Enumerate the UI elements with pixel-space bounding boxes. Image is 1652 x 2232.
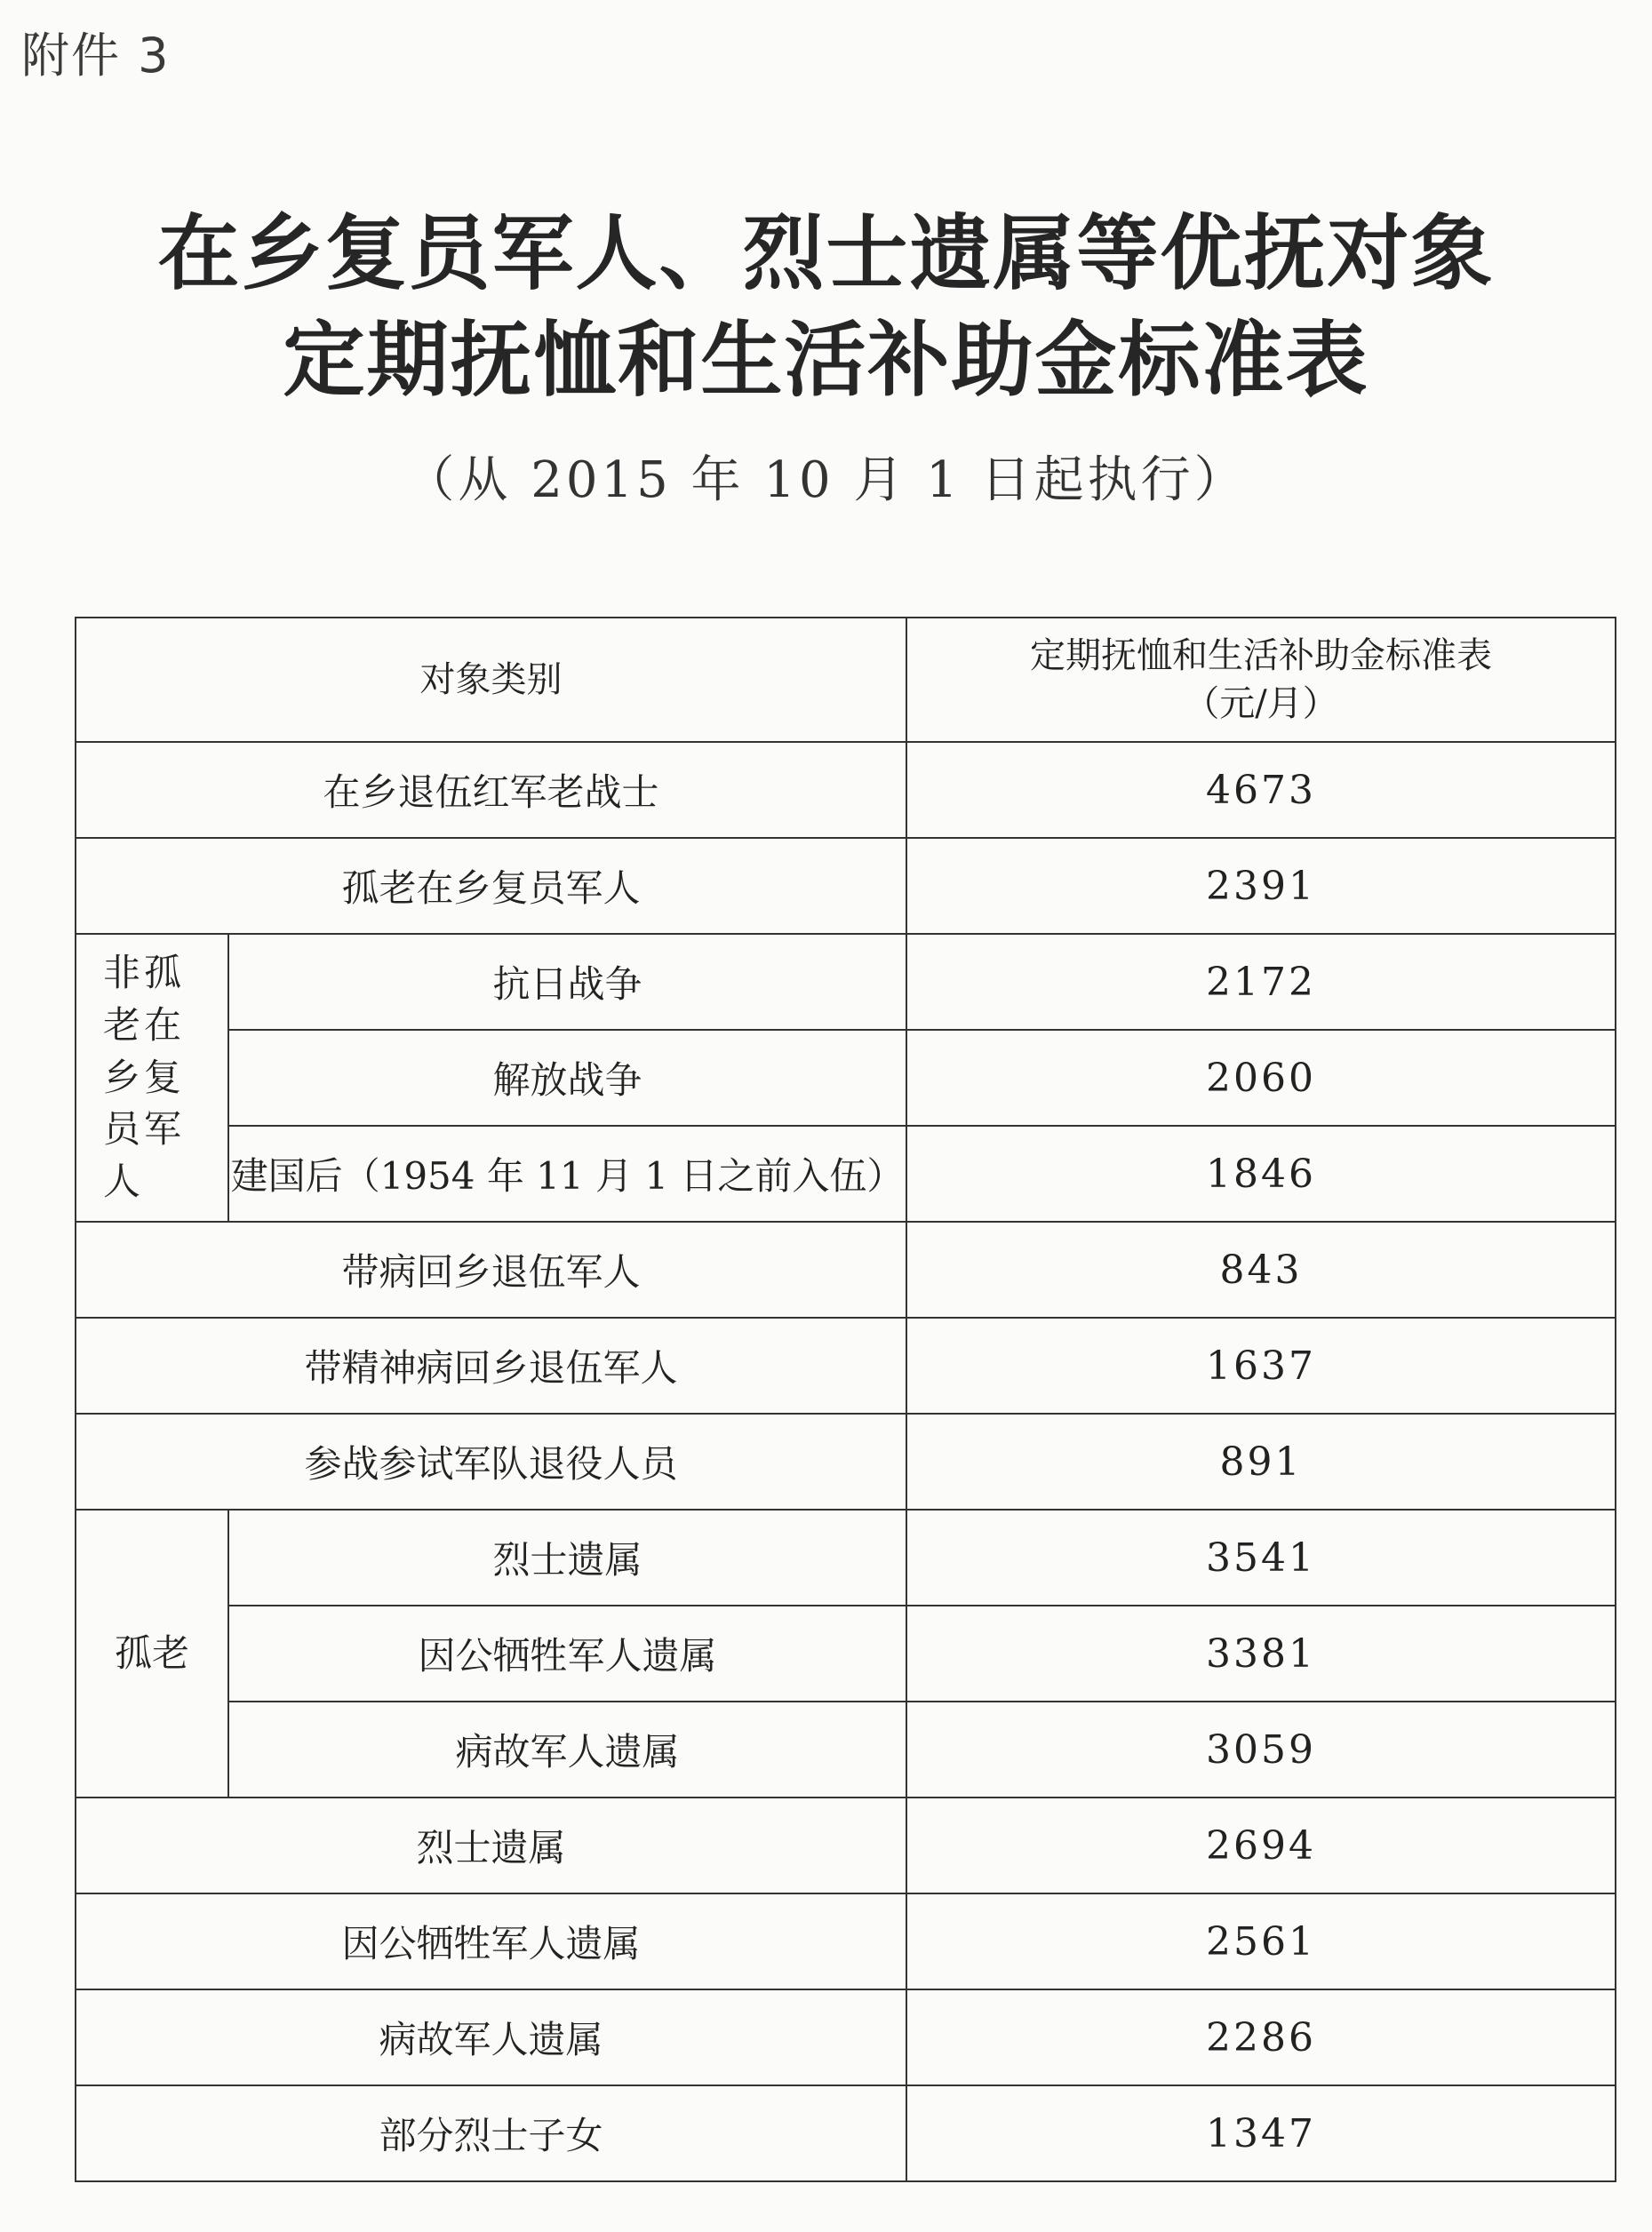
row-label: 烈士遗属 <box>76 1798 906 1893</box>
row-label: 抗日战争 <box>228 934 906 1030</box>
group-label-solitary: 孤老 <box>76 1510 228 1798</box>
row-value: 843 <box>906 1222 1616 1318</box>
row-value: 2694 <box>906 1798 1616 1893</box>
table-row <box>76 1893 1616 1989</box>
table-row <box>76 742 1616 838</box>
table-row <box>76 1126 1616 1222</box>
row-label: 因公牺牲军人遗属 <box>76 1893 906 1989</box>
header-amount-unit: （元/月） <box>1184 683 1338 724</box>
group-label-text: 非孤老在乡复员军人 <box>103 951 186 1204</box>
row-label: 因公牺牲军人遗属 <box>228 1606 906 1702</box>
attachment-label: 附件 3 <box>21 28 171 84</box>
row-label: 建国后（1954 年 11 月 1 日之前入伍） <box>228 1126 906 1222</box>
table-row <box>76 1318 1616 1414</box>
standards-table <box>75 617 1616 2182</box>
row-label: 孤老在乡复员军人 <box>76 838 906 934</box>
row-value: 2561 <box>906 1893 1616 1989</box>
table-row <box>76 1989 1616 2085</box>
table-row <box>76 1606 1616 1702</box>
row-value: 3381 <box>906 1606 1616 1702</box>
row-value: 891 <box>906 1414 1616 1510</box>
row-label: 部分烈士子女 <box>76 2085 906 2181</box>
row-value: 2060 <box>906 1030 1616 1126</box>
row-label: 在乡退伍红军老战士 <box>76 742 906 838</box>
table-row <box>76 838 1616 934</box>
table-header-row <box>76 618 1616 742</box>
header-category: 对象类别 <box>76 618 906 742</box>
table-row <box>76 1222 1616 1318</box>
table-row <box>76 2085 1616 2181</box>
row-value: 1637 <box>906 1318 1616 1414</box>
row-label: 参战参试军队退役人员 <box>76 1414 906 1510</box>
header-amount-line1: 定期抚恤和生活补助金标准表 <box>1030 635 1492 676</box>
row-value: 3541 <box>906 1510 1616 1606</box>
table-row <box>76 1702 1616 1798</box>
row-label: 病故军人遗属 <box>228 1702 906 1798</box>
row-value: 4673 <box>906 742 1616 838</box>
row-value: 3059 <box>906 1702 1616 1798</box>
table-row <box>76 1414 1616 1510</box>
document-title-line-1: 在乡复员军人、烈士遗属等优抚对象 <box>157 206 1495 301</box>
row-value: 1347 <box>906 2085 1616 2181</box>
table-row <box>76 934 1616 1030</box>
document-title-line-2: 定期抚恤和生活补助金标准表 <box>283 313 1369 408</box>
table-row <box>76 1510 1616 1606</box>
row-label: 带精神病回乡退伍军人 <box>76 1318 906 1414</box>
row-label: 病故军人遗属 <box>76 1989 906 2085</box>
row-label: 解放战争 <box>228 1030 906 1126</box>
row-value: 1846 <box>906 1126 1616 1222</box>
table-row <box>76 1798 1616 1893</box>
header-amount <box>906 618 1616 742</box>
group-label-non-solitary <box>76 934 228 1222</box>
row-value: 2391 <box>906 838 1616 934</box>
row-value: 2286 <box>906 1989 1616 2085</box>
effective-date-subtitle: （从 2015 年 10 月 1 日起执行） <box>404 451 1248 509</box>
row-label: 烈士遗属 <box>228 1510 906 1606</box>
row-value: 2172 <box>906 934 1616 1030</box>
row-label: 带病回乡退伍军人 <box>76 1222 906 1318</box>
table-row <box>76 1030 1616 1126</box>
